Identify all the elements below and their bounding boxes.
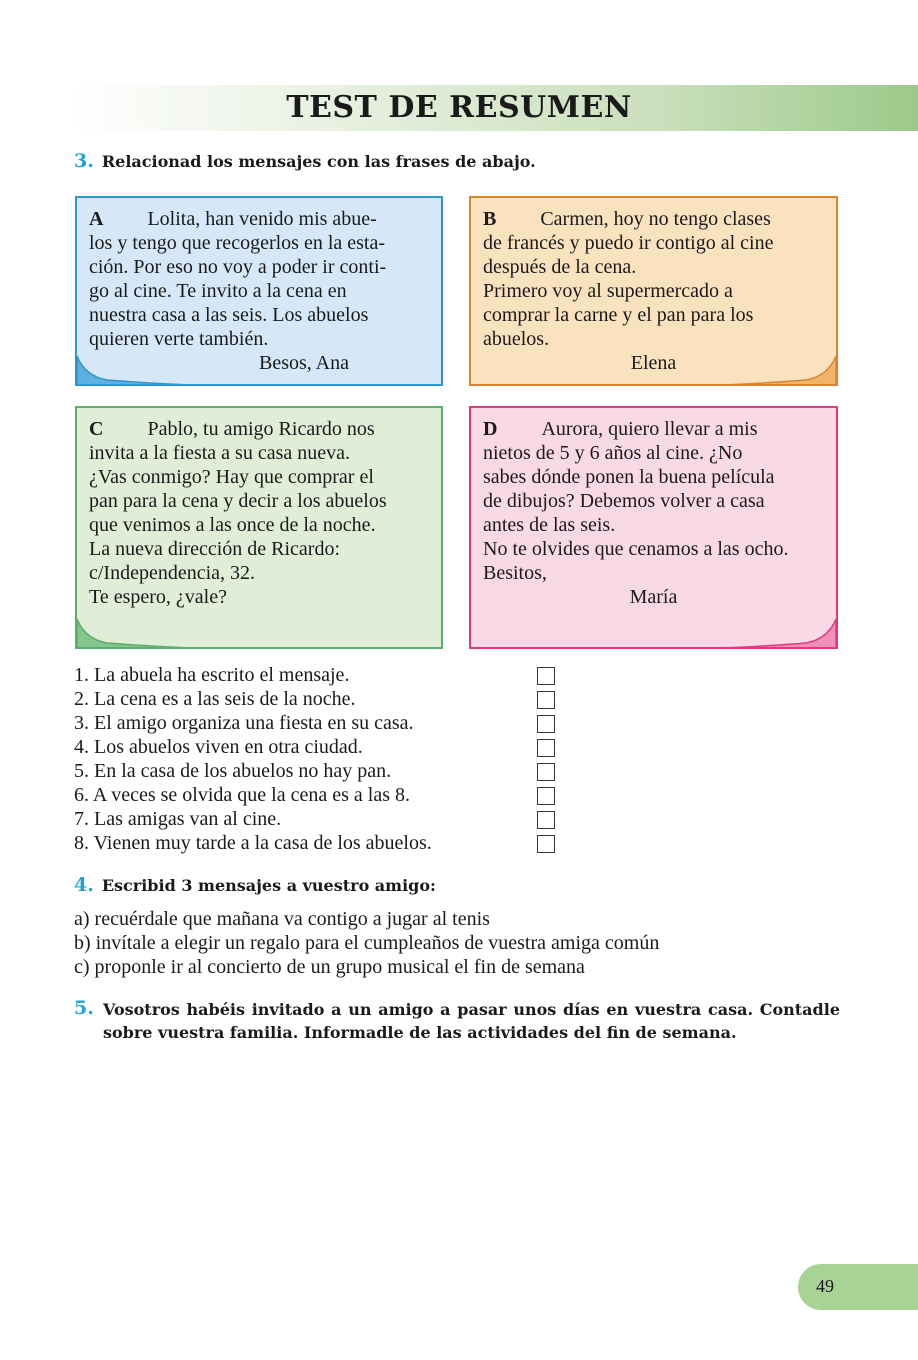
card-line: quieren verte también. xyxy=(89,328,269,350)
card-line: después de la cena. xyxy=(483,256,637,278)
list-item: 3. El amigo organiza una fiesta en su casa. xyxy=(74,711,564,735)
list-item: c) proponle ir al concierto de un grupo musical el fin de semana xyxy=(74,956,585,978)
card-letter: C xyxy=(89,418,104,440)
task-4-heading xyxy=(74,874,436,896)
card-line: ción. Por eso no voy a poder ir conti- xyxy=(89,256,387,278)
card-line: Besitos, xyxy=(483,562,547,584)
card-line: de francés y puedo ir contigo al cine xyxy=(483,232,774,254)
card-signature: María xyxy=(629,586,678,608)
card-letter: A xyxy=(89,208,104,230)
option-list xyxy=(74,907,659,979)
card-line: de dibujos? Debemos volver a casa xyxy=(483,490,765,512)
card-line: los y tengo que recogerlos en la esta- xyxy=(89,232,386,254)
card-line: La nueva dirección de Ricardo: xyxy=(89,538,340,560)
card-line: c/Independencia, 32. xyxy=(89,562,256,584)
message-card-a xyxy=(75,196,443,386)
task-instruction: Vosotros habéis invitado a un amigo a pasar unos días en vuestra casa. Contadle sobre vuestra familia. Informadle de las actividades del fin de semana. xyxy=(103,1000,840,1042)
card-line: pan para la cena y decir a los abuelos xyxy=(89,490,387,512)
page-curl-icon xyxy=(686,346,836,386)
card-line: C Pablo, tu amigo Ricardo nos xyxy=(89,418,375,440)
card-line: invita a la fiesta a su casa nueva. xyxy=(89,442,350,464)
card-letter: D xyxy=(483,418,498,440)
task-number: 4. xyxy=(74,874,94,896)
answer-checkbox[interactable] xyxy=(537,787,555,805)
card-line: que venimos a las once de la noche. xyxy=(89,514,376,536)
card-signature: Elena xyxy=(630,352,677,374)
task-number: 5. xyxy=(74,997,94,1019)
list-item: b) invítale a elegir un regalo para el cumpleaños de vuestra amiga común xyxy=(74,932,660,954)
list-item: 2. La cena es a las seis de la noche. xyxy=(74,687,564,711)
page-curl-icon xyxy=(77,609,227,649)
task-3-heading xyxy=(74,150,536,172)
answer-checkbox[interactable] xyxy=(537,667,555,685)
card-line: Te espero, ¿vale? xyxy=(89,586,227,608)
task-instruction: Escribid 3 mensajes a vuestro amigo: xyxy=(101,876,436,895)
page-title: TEST DE RESUMEN xyxy=(286,90,632,125)
card-line: sabes dónde ponen la buena película xyxy=(483,466,775,488)
message-card-d xyxy=(469,406,838,649)
task-instruction: Relacionad los mensajes con las frases de abajo. xyxy=(101,152,536,171)
card-line: A Lolita, han venido mis abue- xyxy=(89,208,377,230)
page-curl-icon xyxy=(77,346,227,386)
card-line: B Carmen, hoy no tengo clases xyxy=(483,208,771,230)
card-line: comprar la carne y el pan para los xyxy=(483,304,754,326)
message-card-c xyxy=(75,406,443,649)
answer-checkbox[interactable] xyxy=(537,715,555,733)
card-line: D Aurora, quiero llevar a mis xyxy=(483,418,758,440)
page-curl-icon xyxy=(686,609,836,649)
list-item: 5. En la casa de los abuelos no hay pan. xyxy=(74,759,564,783)
list-item: a) recuérdale que mañana va contigo a jugar al tenis xyxy=(74,908,490,930)
card-letter: B xyxy=(483,208,497,230)
answer-checkbox[interactable] xyxy=(537,763,555,781)
answer-checkbox[interactable] xyxy=(537,691,555,709)
message-card-b xyxy=(469,196,838,386)
card-line: abuelos. xyxy=(483,328,550,350)
card-line: nietos de 5 y 6 años al cine. ¿No xyxy=(483,442,743,464)
task-5 xyxy=(74,998,840,1044)
answer-checkbox[interactable] xyxy=(537,835,555,853)
statement-list xyxy=(74,663,564,855)
answer-checkbox[interactable] xyxy=(537,739,555,757)
card-signature: Besos, Ana xyxy=(259,352,349,374)
card-line: go al cine. Te invito a la cena en xyxy=(89,280,347,302)
card-line: No te olvides que cenamos a las ocho. xyxy=(483,538,789,560)
list-item: 1. La abuela ha escrito el mensaje. xyxy=(74,663,564,687)
list-item: 4. Los abuelos viven en otra ciudad. xyxy=(74,735,564,759)
list-item: 6. A veces se olvida que la cena es a las 8. xyxy=(74,783,564,807)
card-line: nuestra casa a las seis. Los abuelos xyxy=(89,304,369,326)
list-item: 7. Las amigas van al cine. xyxy=(74,807,564,831)
card-line: antes de las seis. xyxy=(483,514,616,536)
card-line: Primero voy al supermercado a xyxy=(483,280,733,302)
page-number: 49 xyxy=(816,1276,834,1296)
card-line: ¿Vas conmigo? Hay que comprar el xyxy=(89,466,374,488)
answer-checkbox[interactable] xyxy=(537,811,555,829)
list-item: 8. Vienen muy tarde a la casa de los abuelos. xyxy=(74,831,564,855)
task-number: 3. xyxy=(74,150,94,172)
